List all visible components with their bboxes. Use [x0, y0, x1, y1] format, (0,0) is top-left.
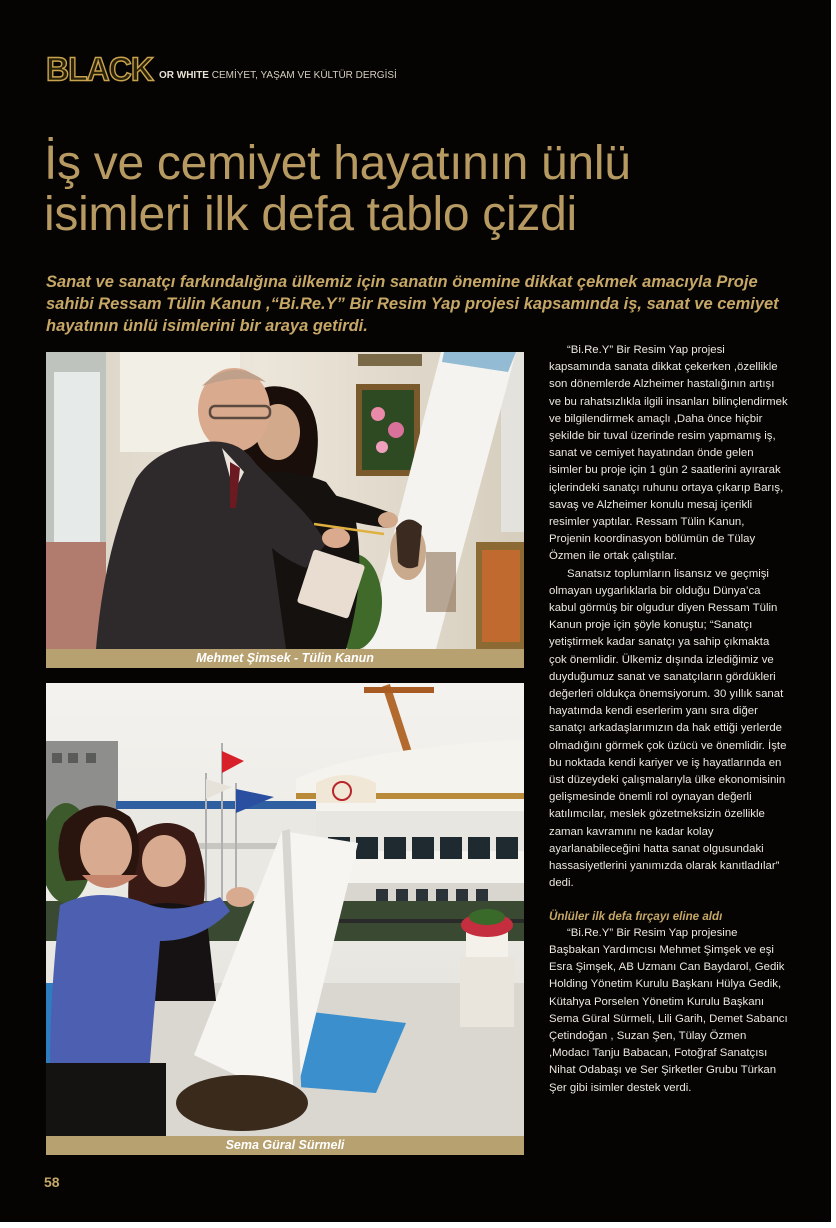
masthead-logo: BLACK [46, 50, 153, 88]
headline-line-1: İş ve cemiyet hayatının ünlü [44, 137, 631, 190]
page-number: 58 [44, 1174, 60, 1190]
article-headline [44, 138, 804, 240]
masthead [46, 50, 397, 88]
body-paragraph-1: “Bi.Re.Y” Bir Resim Yap projesi kapsamında sanata dikkat çekerken ,özellikle son dönemlerde Alzheimer hastalığının artışı ve bu rahatsızlıkla ilgili insanları bilinçlendirmek ve bilgilendirmek amaçlı ,Daha önce hiçbir şekilde bir tuval üzerinde resim yapmamış iş, sanat ve cemiyet hayatından önde gelen isimler bu proje için 1 gün 2 saatlerini ayırarak içlerindeki sanatçı ruhunu ortaya çıkarıp Barış, savaş ve Alzheimer konulu mesaj içerikli resimler yaptılar. Ressam Tülin Kanun, Projenin koordinasyon bölümün de Tülay Özmen ile ortak çalıştılar. [549, 344, 788, 563]
headline-line-2: isimleri ilk defa tablo çizdi [44, 188, 577, 241]
article-body [549, 342, 789, 1097]
photo-painting-session [46, 352, 524, 649]
body-paragraph-2: Sanatsız toplumların lisansız ve geçmişi olmayan uygarlıklarla bir olduğu Dünya’ca kabul görmüş bir olgudur diyen Ressam Tülin Kanun proje için şöyle konuştu; “Sanatçı yetiştirmek kadar sanatçı ya sahip çıkmakta çok önemlidir. Ülkemiz dışında izlediğimiz ve duyduğumuz sanat ve sanatçıların gördükleri değerleri oldukça önemsiyorum. 30 yıllık sanat hayatımda kendi eserlerim yanı sıra diğer sanatçı arkadaşlarımızın da hak ettiği yerlerde olmadığını görmek çok üzücü ve önemlidir. İşte bu noktada kendi kariyer ve iş hayatlarında en üst düzeydeki çalışmalarıyla ülke ekonomisinin gelişmesinde önemli rol oynayan değerli katılımcılar, meslek gözetmeksizin özellikle zaman kavramını ne kadar kolay ayarlanabileceğini hatta sanat olgusundaki hassasiyetlerini yanımızda olarak kanıtladılar” dedi. [549, 567, 787, 890]
photo-ship-painting [46, 683, 524, 1136]
photo-caption-2: Sema Güral Sürmeli [46, 1136, 524, 1155]
tagline-rest: CEMİYET, YAŞAM VE KÜLTÜR DERGİSİ [208, 70, 397, 81]
body-paragraph-3: “Bi.Re.Y” Bir Resim Yap projesine Başbakan Yardımcısı Mehmet Şimşek ve eşi Esra Şimşek, AB Uzmanı Can Baydarol, Gedik Holding Yönetim Kurulu Başkanı Hülya Gedik, Kütahya Porselen Yönetim Kurulu Başkanı Sema Güral Sürmeli, Lili Garih, Demet Sabancı Çetindoğan , Suzan Şen, Tülay Özmen ,Modacı Tanju Babacan, Fotoğraf Sanatçısı Nihat Odabaşı ve Ser Şirketler Grubu Türkan Şer gibi isimler destek verdi. [549, 926, 788, 1094]
photo-caption-1: Mehmet Şimsek - Tülin Kanun [46, 649, 524, 668]
article-subheading: Ünlüler ilk defa fırçayı eline aldı [549, 909, 723, 923]
tagline-bold: OR WHITE [158, 70, 209, 81]
masthead-tagline [159, 70, 397, 82]
paragraph-spacer [549, 893, 789, 908]
article-lead: Sanat ve sanatçı farkındalığına ülkemiz için sanatın önemine dikkat çekmek amacıyla Proje sahibi Ressam Tülin Kanun ,“Bi.Re.Y” Bir Resim Yap projesi kapsamında iş, sanat ve cemiyet hayatının ünlü isimlerini bir araya getirdi. [46, 273, 779, 335]
